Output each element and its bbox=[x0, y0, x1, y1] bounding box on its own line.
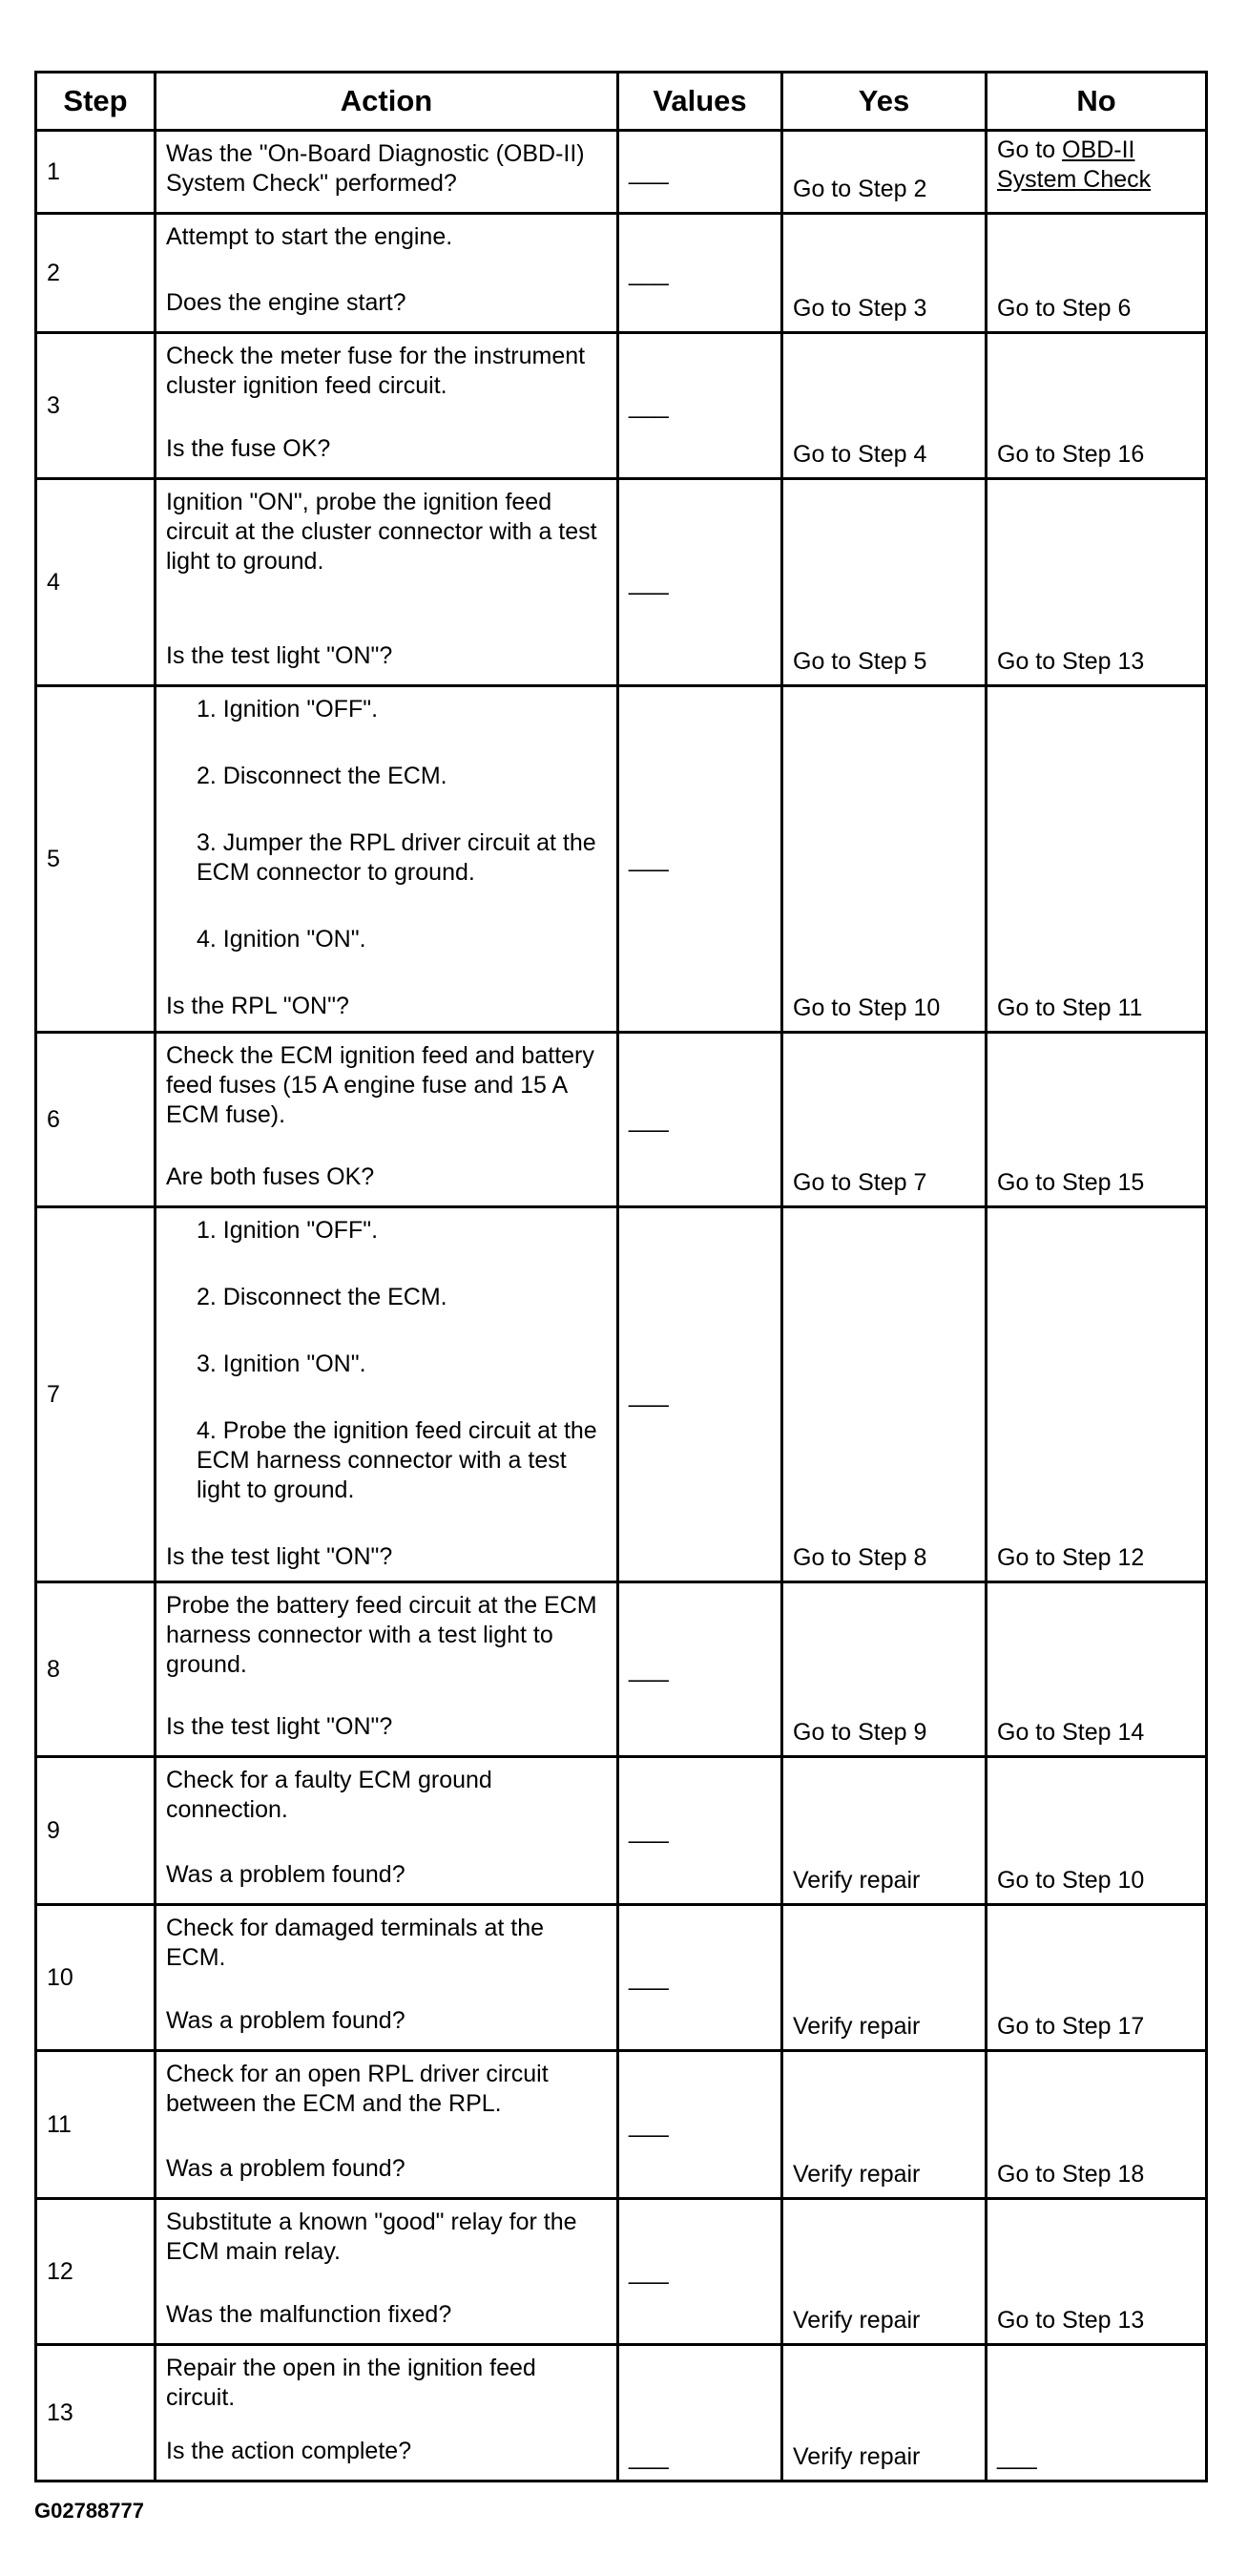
step-number: 2 bbox=[36, 214, 156, 333]
substep-item: 3. Jumper the RPL driver circuit at the ECM connector to ground. bbox=[197, 829, 596, 886]
values-text: ___ bbox=[629, 1105, 669, 1133]
yes-cell: Go to Step 3 bbox=[782, 214, 987, 333]
no-prefix: Go to bbox=[997, 136, 1063, 163]
table-row bbox=[36, 1905, 1207, 2051]
table-row bbox=[36, 686, 1207, 1033]
action-cell bbox=[156, 1757, 618, 1905]
values-cell bbox=[618, 2345, 782, 2482]
values-cell bbox=[618, 1207, 782, 1582]
yes-cell: Go to Step 10 bbox=[782, 686, 987, 1033]
action-instruction: Ignition "ON", probe the ignition feed circuit at the cluster connector with a test light to ground. bbox=[166, 489, 597, 575]
header-row bbox=[36, 73, 1207, 131]
yes-cell: Go to Step 4 bbox=[782, 333, 987, 479]
action-instruction: Probe the battery feed circuit at the ECM harness connector with a test light to ground. bbox=[166, 1592, 597, 1678]
action-question: Are both fuses OK? bbox=[166, 1163, 375, 1190]
values-text: ___ bbox=[629, 2443, 669, 2470]
values-cell bbox=[618, 479, 782, 686]
yes-cell: Verify repair bbox=[782, 2051, 987, 2199]
action-question: Was a problem found? bbox=[166, 2155, 405, 2182]
substep-item: 4. Probe the ignition feed circuit at the ECM harness connector with a test light to ground. bbox=[197, 1417, 597, 1503]
header-step: Step bbox=[36, 73, 156, 131]
no-text: ___ bbox=[997, 2443, 1037, 2470]
action-instruction: Substitute a known "good" relay for the ECM main relay. bbox=[166, 2209, 577, 2265]
values-cell bbox=[618, 1757, 782, 1905]
table-row bbox=[36, 2199, 1207, 2345]
values-text: ___ bbox=[629, 1816, 669, 1844]
action-cell bbox=[156, 1033, 618, 1207]
values-cell bbox=[618, 2199, 782, 2345]
no-cell bbox=[987, 214, 1207, 333]
yes-cell: Go to Step 2 bbox=[782, 131, 987, 214]
yes-cell: Go to Step 7 bbox=[782, 1033, 987, 1207]
values-text: ___ bbox=[629, 1963, 669, 1991]
action-cell bbox=[156, 1905, 618, 2051]
values-text: ___ bbox=[629, 1655, 669, 1683]
yes-cell: Verify repair bbox=[782, 2199, 987, 2345]
values-text: ___ bbox=[629, 845, 669, 872]
yes-cell: Verify repair bbox=[782, 1905, 987, 2051]
values-text: ___ bbox=[629, 391, 669, 419]
substep-list bbox=[166, 1216, 607, 1505]
no-text: Go to Step 17 bbox=[997, 2013, 1145, 2040]
table-row bbox=[36, 2345, 1207, 2482]
values-cell bbox=[618, 2051, 782, 2199]
yes-cell: Go to Step 8 bbox=[782, 1207, 987, 1582]
no-text: Go to Step 15 bbox=[997, 1169, 1145, 1196]
step-number: 10 bbox=[36, 1905, 156, 2051]
no-cell bbox=[987, 2051, 1207, 2199]
step-number: 12 bbox=[36, 2199, 156, 2345]
values-cell bbox=[618, 1033, 782, 1207]
action-cell bbox=[156, 214, 618, 333]
action-question: Is the test light "ON"? bbox=[166, 1543, 393, 1570]
diagnostic-table-container bbox=[34, 71, 1205, 2482]
action-instruction: Check the ECM ignition feed and battery feed fuses (15 A engine fuse and 15 A ECM fuse). bbox=[166, 1042, 594, 1128]
action-instruction: Attempt to start the engine. bbox=[166, 223, 453, 250]
no-text: Go to Step 6 bbox=[997, 295, 1132, 322]
action-instruction: Check for an open RPL driver circuit between the ECM and the RPL. bbox=[166, 2061, 549, 2117]
action-cell bbox=[156, 2051, 618, 2199]
table-row bbox=[36, 214, 1207, 333]
table-row bbox=[36, 1207, 1207, 1582]
values-text: ___ bbox=[629, 2257, 669, 2285]
header-action: Action bbox=[156, 73, 618, 131]
no-cell bbox=[987, 1582, 1207, 1757]
substep-item: 1. Ignition "OFF". bbox=[197, 1217, 379, 1244]
no-cell bbox=[987, 333, 1207, 479]
yes-cell: Verify repair bbox=[782, 2345, 987, 2482]
action-question: Was the malfunction fixed? bbox=[166, 2301, 452, 2328]
action-cell bbox=[156, 333, 618, 479]
values-cell bbox=[618, 1905, 782, 2051]
action-instruction: Check the meter fuse for the instrument cluster ignition feed circuit. bbox=[166, 343, 586, 399]
table-row bbox=[36, 131, 1207, 214]
action-cell bbox=[156, 1582, 618, 1757]
header-yes: Yes bbox=[782, 73, 987, 131]
values-text: ___ bbox=[629, 2110, 669, 2138]
action-cell bbox=[156, 1207, 618, 1582]
values-cell bbox=[618, 333, 782, 479]
table-row bbox=[36, 1582, 1207, 1757]
action-question: Was a problem found? bbox=[166, 1861, 405, 1888]
step-number: 3 bbox=[36, 333, 156, 479]
table-row bbox=[36, 333, 1207, 479]
action-instruction: Was the "On-Board Diagnostic (OBD-II) System Check" performed? bbox=[166, 140, 585, 197]
action-question: Does the engine start? bbox=[166, 289, 406, 316]
no-cell bbox=[987, 2199, 1207, 2345]
header-values: Values bbox=[618, 73, 782, 131]
action-question: Is the test light "ON"? bbox=[166, 1713, 393, 1740]
table-row bbox=[36, 479, 1207, 686]
table-row bbox=[36, 2051, 1207, 2199]
no-text: Go to Step 11 bbox=[997, 995, 1143, 1021]
action-cell bbox=[156, 131, 618, 214]
step-number: 4 bbox=[36, 479, 156, 686]
action-instruction: Check for a faulty ECM ground connection. bbox=[166, 1767, 492, 1823]
action-cell bbox=[156, 2345, 618, 2482]
step-number: 13 bbox=[36, 2345, 156, 2482]
no-text: Go to Step 10 bbox=[997, 1867, 1145, 1894]
action-question: Is the RPL "ON"? bbox=[166, 993, 349, 1019]
no-cell bbox=[987, 1757, 1207, 1905]
no-cell[interactable] bbox=[987, 131, 1207, 214]
step-number: 6 bbox=[36, 1033, 156, 1207]
action-instruction: Repair the open in the ignition feed circuit. bbox=[166, 2355, 536, 2411]
substep-list bbox=[166, 695, 607, 954]
step-number: 7 bbox=[36, 1207, 156, 1582]
substep-item: 2. Disconnect the ECM. bbox=[197, 1284, 447, 1310]
substep-item: 3. Ignition "ON". bbox=[197, 1351, 366, 1377]
step-number: 5 bbox=[36, 686, 156, 1033]
no-cell bbox=[987, 1905, 1207, 2051]
no-text: Go to Step 13 bbox=[997, 2307, 1145, 2334]
action-question: Was a problem found? bbox=[166, 2007, 405, 2034]
table-row bbox=[36, 1757, 1207, 1905]
values-cell bbox=[618, 686, 782, 1033]
values-text: ___ bbox=[629, 568, 669, 596]
no-cell bbox=[987, 1033, 1207, 1207]
no-cell bbox=[987, 479, 1207, 686]
header-no: No bbox=[987, 73, 1207, 131]
no-text: Go to Step 14 bbox=[997, 1719, 1145, 1746]
yes-cell: Verify repair bbox=[782, 1757, 987, 1905]
values-cell bbox=[618, 214, 782, 333]
action-cell bbox=[156, 2199, 618, 2345]
substep-item: 1. Ignition "OFF". bbox=[197, 696, 379, 723]
no-text: Go to Step 12 bbox=[997, 1544, 1145, 1571]
action-question: Is the fuse OK? bbox=[166, 435, 331, 462]
no-cell bbox=[987, 1207, 1207, 1582]
no-text: Go to Step 13 bbox=[997, 648, 1145, 675]
no-text: Go to Step 18 bbox=[997, 2161, 1145, 2188]
no-cell bbox=[987, 2345, 1207, 2482]
substep-item: 2. Disconnect the ECM. bbox=[197, 763, 447, 789]
step-number: 11 bbox=[36, 2051, 156, 2199]
action-question: Is the test light "ON"? bbox=[166, 642, 393, 669]
values-text: ___ bbox=[629, 1380, 669, 1408]
substep-item: 4. Ignition "ON". bbox=[197, 926, 366, 953]
values-cell bbox=[618, 131, 782, 214]
action-question: Is the action complete? bbox=[166, 2438, 412, 2464]
step-number: 8 bbox=[36, 1582, 156, 1757]
table-row bbox=[36, 1033, 1207, 1207]
diagnostic-table bbox=[34, 71, 1208, 2482]
values-text: ___ bbox=[629, 259, 669, 286]
action-instruction: Check for damaged terminals at the ECM. bbox=[166, 1915, 545, 1971]
no-text: Go to Step 16 bbox=[997, 441, 1145, 468]
action-cell bbox=[156, 686, 618, 1033]
yes-cell: Go to Step 9 bbox=[782, 1582, 987, 1757]
values-text: ___ bbox=[629, 157, 669, 185]
yes-cell: Go to Step 5 bbox=[782, 479, 987, 686]
figure-id: G02788777 bbox=[34, 2499, 144, 2523]
step-number: 1 bbox=[36, 131, 156, 214]
action-cell bbox=[156, 479, 618, 686]
step-number: 9 bbox=[36, 1757, 156, 1905]
obd-ii-system-check-link[interactable]: OBD-II System Check bbox=[997, 136, 1152, 193]
values-cell bbox=[618, 1582, 782, 1757]
no-cell bbox=[987, 686, 1207, 1033]
